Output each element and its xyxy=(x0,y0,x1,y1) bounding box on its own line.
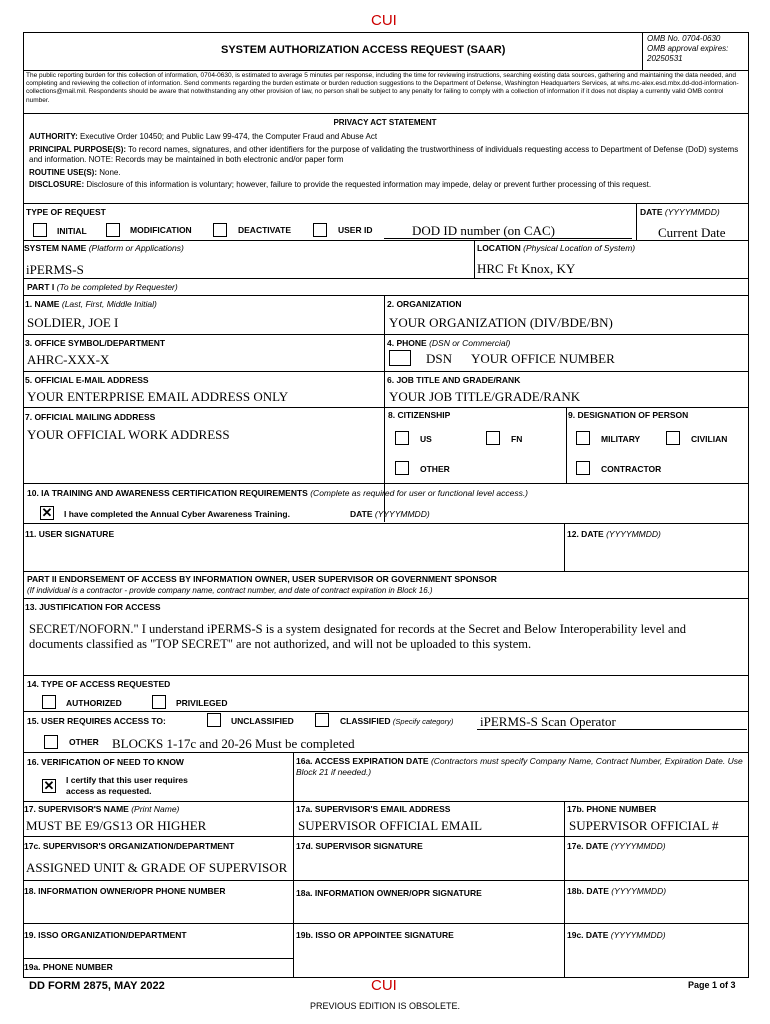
designation-civilian-label: CIVILIAN xyxy=(691,434,728,444)
part1-title: PART I (To be completed by Requester) xyxy=(27,282,178,292)
page-number: Page 1 of 3 xyxy=(688,980,736,990)
authorized-checkbox[interactable] xyxy=(42,695,56,709)
designation-civilian-checkbox[interactable] xyxy=(666,431,680,445)
job-field[interactable]: YOUR JOB TITLE/GRADE/RANK xyxy=(389,389,581,404)
privileged-checkbox[interactable] xyxy=(152,695,166,709)
requires-access-label: 15. USER REQUIRES ACCESS TO: xyxy=(27,716,166,726)
justification-label: 13. JUSTIFICATION FOR ACCESS xyxy=(25,602,161,612)
part2-title: PART II ENDORSEMENT OF ACCESS BY INFORMATION OWNER, USER SUPERVISOR OR GOVERNMENT SPONSOR xyxy=(27,574,497,584)
supervisor-name-label: 17. SUPERVISOR'S NAME (Print Name) xyxy=(24,804,180,814)
ia-training-check-label: I have completed the Annual Cyber Awareness Training. xyxy=(64,509,290,519)
citizenship-fn-checkbox[interactable] xyxy=(486,431,500,445)
citizenship-label: 8. CITIZENSHIP xyxy=(388,410,451,420)
dodid-field[interactable]: DOD ID number (on CAC) xyxy=(412,223,555,238)
name-label: 1. NAME (Last, First, Middle Initial) xyxy=(25,299,157,309)
unclassified-checkbox[interactable] xyxy=(207,713,221,727)
modification-checkbox[interactable] xyxy=(106,223,120,237)
isso-signature-label: 19b. ISSO OR APPOINTEE SIGNATURE xyxy=(296,930,454,940)
designation-label: 9. DESIGNATION OF PERSON xyxy=(568,410,689,420)
justification-line-2[interactable]: documents classified as "TOP SECRET" are not authorized, and will not be uploaded to this system. xyxy=(29,637,532,651)
citizenship-other-checkbox[interactable] xyxy=(395,461,409,475)
mailing-address-field[interactable]: YOUR OFFICIAL WORK ADDRESS xyxy=(27,427,230,442)
org-field[interactable]: YOUR ORGANIZATION (DIV/BDE/BN) xyxy=(389,315,613,330)
supervisor-org-label: 17c. SUPERVISOR'S ORGANIZATION/DEPARTMENT xyxy=(24,841,235,851)
form-number: DD FORM 2875, MAY 2022 xyxy=(29,980,165,992)
modification-label: MODIFICATION xyxy=(130,225,192,235)
io-phone-label: 18. INFORMATION OWNER/OPR PHONE NUMBER xyxy=(24,886,226,896)
phone-type-box[interactable] xyxy=(389,350,411,366)
date-label: DATE (YYYYMMDD) xyxy=(640,207,720,217)
citizenship-us-checkbox[interactable] xyxy=(395,431,409,445)
io-date-label: 18b. DATE (YYYYMMDD) xyxy=(567,886,667,896)
ia-training-checkbox[interactable]: ✕ xyxy=(41,505,53,520)
office-label: 3. OFFICE SYMBOL/DEPARTMENT xyxy=(25,338,166,348)
classified-checkbox[interactable] xyxy=(315,713,329,727)
omb-info: OMB No. 0704-0630 OMB approval expires: 20250531 xyxy=(647,34,729,63)
userid-checkbox[interactable] xyxy=(313,223,327,237)
system-name-field[interactable]: iPERMS-S xyxy=(26,262,84,277)
authorized-label: AUTHORIZED xyxy=(66,698,122,708)
office-field[interactable]: AHRC-XXX-X xyxy=(27,352,110,367)
email-label: 5. OFFICIAL E-MAIL ADDRESS xyxy=(25,375,149,385)
supervisor-date-label: 17e. DATE (YYYYMMDD) xyxy=(567,841,666,851)
system-name-label: SYSTEM NAME (Platform or Applications) xyxy=(24,243,184,253)
phone-label: 4. PHONE (DSN or Commercial) xyxy=(387,338,511,348)
cui-marking-top: CUI xyxy=(371,12,397,29)
io-signature-label: 18a. INFORMATION OWNER/OPR SIGNATURE xyxy=(296,888,482,898)
supervisor-name-field[interactable]: MUST BE E9/GS13 OR HIGHER xyxy=(26,818,207,833)
classified-label: CLASSIFIED (Specify category) xyxy=(340,716,454,726)
isso-date-label: 19c. DATE (YYYYMMDD) xyxy=(567,930,666,940)
citizenship-other-label: OTHER xyxy=(420,464,450,474)
other-label: OTHER xyxy=(69,737,99,747)
supervisor-email-field[interactable]: SUPERVISOR OFFICIAL EMAIL xyxy=(298,818,483,833)
justification-line-1[interactable]: SECRET/NOFORN." I understand iPERMS-S is a system designated for records at the Secret and Below Interoperability level and xyxy=(29,622,687,636)
burden-statement: The public reporting burden for this collection of information, 0704-0630, is estimated to average 5 minutes per response, including the time for reviewing instructions, searching existing data sources, gathering and maintaining the data needed, and completing and reviewing the collection of information. Send comments regarding the burden estimate or burden reduction suggestions to the Department of Defense, Washington Headquarters Services, at whs.mc-alex.esd.mbx.dd-dod-information-collections@mail.mil. Respondents should be aware that notwithstanding any other provision of law, no person shall be subject to any penalty for failing to comply with a collection of information if it does not display a currently valid OMB control number. xyxy=(26,72,739,104)
mailing-address-label: 7. OFFICIAL MAILING ADDRESS xyxy=(25,412,156,422)
citizenship-us-label: US xyxy=(420,434,432,444)
citizenship-fn-label: FN xyxy=(511,434,523,444)
phone-dsn-label: DSN xyxy=(426,351,453,366)
initial-label: INITIAL xyxy=(57,226,87,236)
ia-date-label: DATE (YYYYMMDD) xyxy=(350,509,430,519)
org-label: 2. ORGANIZATION xyxy=(387,299,462,309)
deactivate-checkbox[interactable] xyxy=(213,223,227,237)
designation-military-checkbox[interactable] xyxy=(576,431,590,445)
supervisor-org-field[interactable]: ASSIGNED UNIT & GRADE OF SUPERVISOR xyxy=(26,860,288,875)
type-of-access-label: 14. TYPE OF ACCESS REQUESTED xyxy=(27,679,171,689)
request-date-field[interactable]: Current Date xyxy=(658,225,726,240)
phone-field[interactable]: YOUR OFFICE NUMBER xyxy=(471,351,615,366)
supervisor-email-label: 17a. SUPERVISOR'S EMAIL ADDRESS xyxy=(296,804,451,814)
user-signature-date-label: 12. DATE (YYYYMMDD) xyxy=(567,529,661,539)
user-signature-label: 11. USER SIGNATURE xyxy=(25,529,115,539)
expiration-label: 16a. ACCESS EXPIRATION DATE (Contractors must specify Company Name, Contract Number, Expiration Date. Use Block 21 if needed.) xyxy=(296,756,743,777)
other-checkbox[interactable] xyxy=(44,735,58,749)
cui-marking-bottom: CUI xyxy=(371,977,397,994)
classified-category-field[interactable]: iPERMS-S Scan Operator xyxy=(480,714,616,729)
designation-contractor-label: CONTRACTOR xyxy=(601,464,662,474)
designation-military-label: MILITARY xyxy=(601,434,641,444)
name-field[interactable]: SOLDIER, JOE I xyxy=(27,315,119,330)
form-title: SYSTEM AUTHORIZATION ACCESS REQUEST (SAAR) xyxy=(221,44,506,56)
supervisor-signature-label: 17d. SUPERVISOR SIGNATURE xyxy=(296,841,423,851)
need-to-know-label: 16. VERIFICATION OF NEED TO KNOW xyxy=(27,757,184,767)
supervisor-phone-field[interactable]: SUPERVISOR OFFICIAL # xyxy=(569,818,719,833)
location-label: LOCATION (Physical Location of System) xyxy=(477,243,636,253)
privacy-statement: AUTHORITY: Executive Order 10450; and Public Law 99-474, the Computer Fraud and Abuse Act PRINCIPAL PURPOSE(S): To record names, signatures, and other identifiers for the purpose of validating the trustworthiness of individuals requesting access to Department of Defense (DoD) systems and information. NOTE: Records may be maintained in both electronic and/or paper form ROUTINE USE(S): None. DISCLOSURE: Disclosure of this information is voluntary; however, failure to provide the requested information may impede, delay or prevent further processing of this request. xyxy=(29,132,739,189)
need-to-know-check-label: I certify that this user requires access as requested. xyxy=(66,775,188,796)
need-to-know-checkbox[interactable]: ✕ xyxy=(43,778,55,793)
part2-hint: (If individual is a contractor - provide company name, contract number, and date of contract expiration in Block 16.) xyxy=(27,586,433,595)
obsolete-notice: PREVIOUS EDITION IS OBSOLETE. xyxy=(309,1001,461,1011)
privacy-title: PRIVACY ACT STATEMENT xyxy=(333,118,437,127)
ia-training-label: 10. IA TRAINING AND AWARENESS CERTIFICATION REQUIREMENTS (Complete as required for user or functional level access.) xyxy=(27,488,529,498)
email-field[interactable]: YOUR ENTERPRISE EMAIL ADDRESS ONLY xyxy=(27,389,289,404)
type-of-request-label: TYPE OF REQUEST xyxy=(26,207,106,217)
other-field[interactable]: BLOCKS 1-17c and 20-26 Must be completed xyxy=(112,736,355,751)
userid-label: USER ID xyxy=(338,225,373,235)
unclassified-label: UNCLASSIFIED xyxy=(231,716,294,726)
designation-contractor-checkbox[interactable] xyxy=(576,461,590,475)
isso-org-label: 19. ISSO ORGANIZATION/DEPARTMENT xyxy=(24,930,187,940)
deactivate-label: DEACTIVATE xyxy=(238,225,292,235)
privileged-label: PRIVILEGED xyxy=(176,698,228,708)
location-field[interactable]: HRC Ft Knox, KY xyxy=(477,261,576,276)
initial-checkbox[interactable] xyxy=(33,223,47,237)
isso-phone-label: 19a. PHONE NUMBER xyxy=(24,962,113,972)
supervisor-phone-label: 17b. PHONE NUMBER xyxy=(567,804,657,814)
job-label: 6. JOB TITLE AND GRADE/RANK xyxy=(387,375,521,385)
